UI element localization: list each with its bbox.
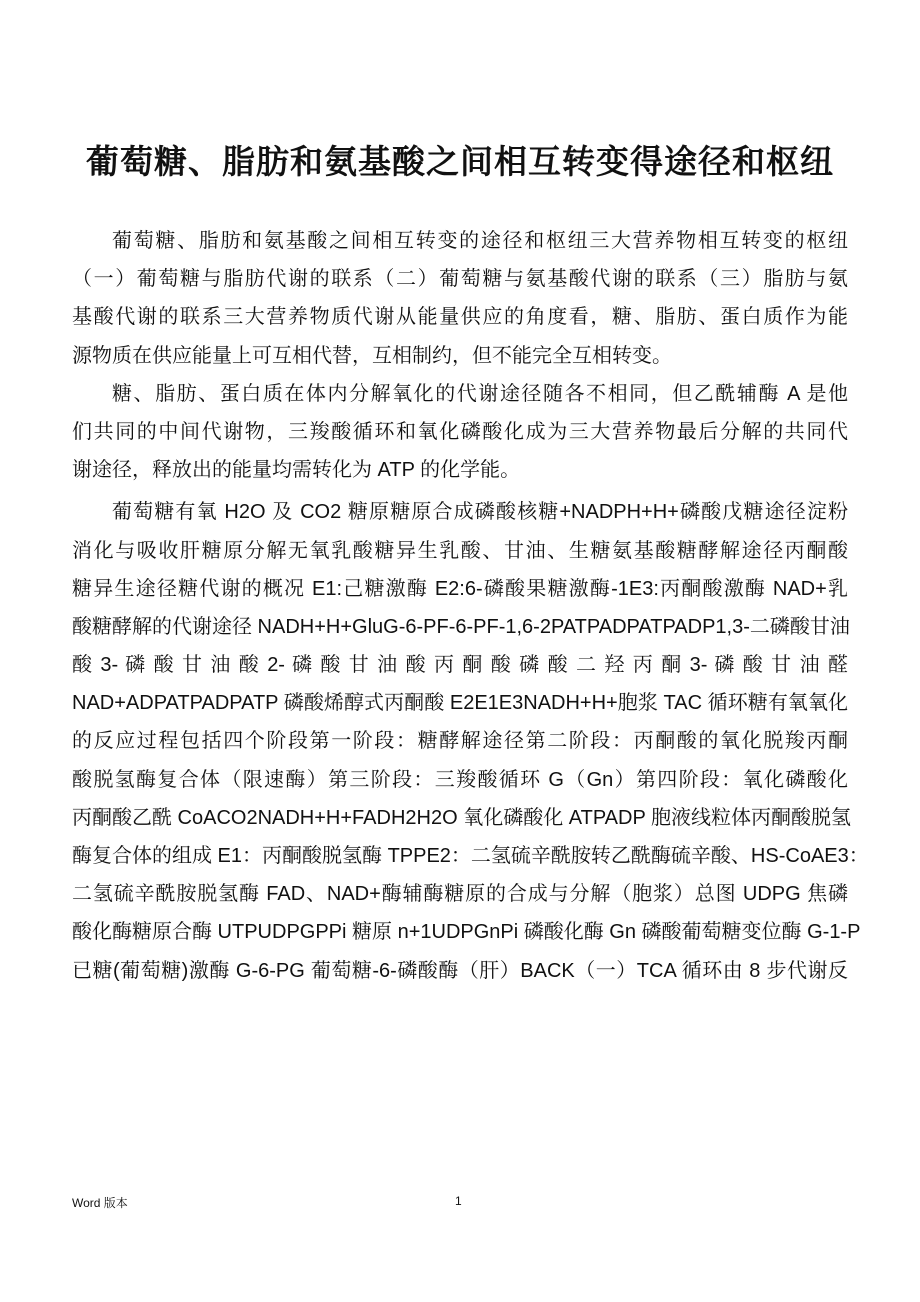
text-line: 葡萄糖、脂肪和氨基酸之间相互转变的途径和枢纽三大营养物相互转变的枢纽 [112,230,848,252]
paragraph-3 [72,493,869,989]
text-line: 基酸代谢的联系三大营养物质代谢从能量供应的角度看，糖、脂肪、蛋白质作为能 [72,306,848,329]
footer-version-label: Word 版本 [72,1196,128,1210]
text-line: NAD+ADPATPADPATP 磷酸烯醇式丙酮酸 E2E1E3NADH+H+胞浆 TAC 循环糖有氧氧化 [72,692,848,715]
text-line: 已糖(葡萄糖)激酶 G-6-PG 葡萄糖-6-磷酸酶（肝）BACK（一）TCA 循环由 8 步代谢反 [72,959,848,982]
text-line: 酸化酶糖原合酶 UTPUDPGPPi 糖原 n+1UDPGnPi 磷酸化酶 Gn 磷酸葡萄糖变位酶 G-1-P [72,921,861,944]
text-line: 二氢硫辛酰胺脱氢酶 FAD、NAD+酶辅酶糖原的合成与分解（胞浆）总图 UDPG 焦磷 [72,883,848,906]
text-line: 消化与吸收肝糖原分解无氧乳酸糖异生乳酸、甘油、生糖氨基酸糖酵解途径丙酮酸 [72,539,848,562]
text-line: 们共同的中间代谢物，三羧酸循环和氧化磷酸化成为三大营养物最后分解的共同代 [72,420,848,443]
text-line: （一）葡萄糖与脂肪代谢的联系（二）葡萄糖与氨基酸代谢的联系（三）脂肪与氨 [72,268,848,291]
text-line: 谢途径，释放出的能量均需转化为 ATP 的化学能。 [72,459,521,482]
text-line: 的反应过程包括四个阶段第一阶段：糖酵解途径第二阶段：丙酮酸的氧化脱羧丙酮 [72,730,848,753]
paragraph-2 [72,375,848,490]
document-body [72,222,869,990]
text-line: 丙酮酸乙酰 CoACO2NADH+H+FADH2H2O 氧化磷酸化 ATPADP 胞液线粒体丙酮酸脱氢 [72,806,852,829]
paragraph-1 [72,222,848,375]
text-line: 葡萄糖有氧 H2O 及 CO2 糖原糖原合成磷酸核糖+NADPH+H+磷酸戊糖途径淀粉 [112,501,848,524]
text-line: 糖、脂肪、蛋白质在体内分解氧化的代谢途径随各不相同，但乙酰辅酶 A 是他 [112,382,848,405]
text-line: 糖异生途径糖代谢的概况 E1:己糖激酶 E2:6-磷酸果糖激酶-1E3:丙酮酸激酶 NAD+乳 [72,577,848,600]
text-line: 酶复合体的组成 E1：丙酮酸脱氢酶 TPPE2：二氢硫辛酰胺转乙酰酶硫辛酸、HS-CoAE3： [72,845,869,867]
text-line: 酸脱氢酶复合体（限速酶）第三阶段：三羧酸循环 G（Gn）第四阶段：氧化磷酸化 [72,768,848,791]
text-line: 源物质在供应能量上可互相代替，互相制约，但不能完全互相转变。 [72,344,672,367]
text-line: 酸糖酵解的代谢途径 NADH+H+GluG-6-PF-6-PF-1,6-2PATPADPATPADP1,3-二磷酸甘油 [72,615,850,638]
document-title: 葡萄糖、脂肪和氨基酸之间相互转变得途径和枢纽 [86,145,834,181]
page-number: 1 [455,1194,462,1208]
text-line: 酸 3- 磷 酸 甘 油 酸 2- 磷 酸 甘 油 酸 丙 酮 酸 磷 酸 二 羟 丙 酮 3- 磷 酸 甘 油 醛 [72,654,848,677]
